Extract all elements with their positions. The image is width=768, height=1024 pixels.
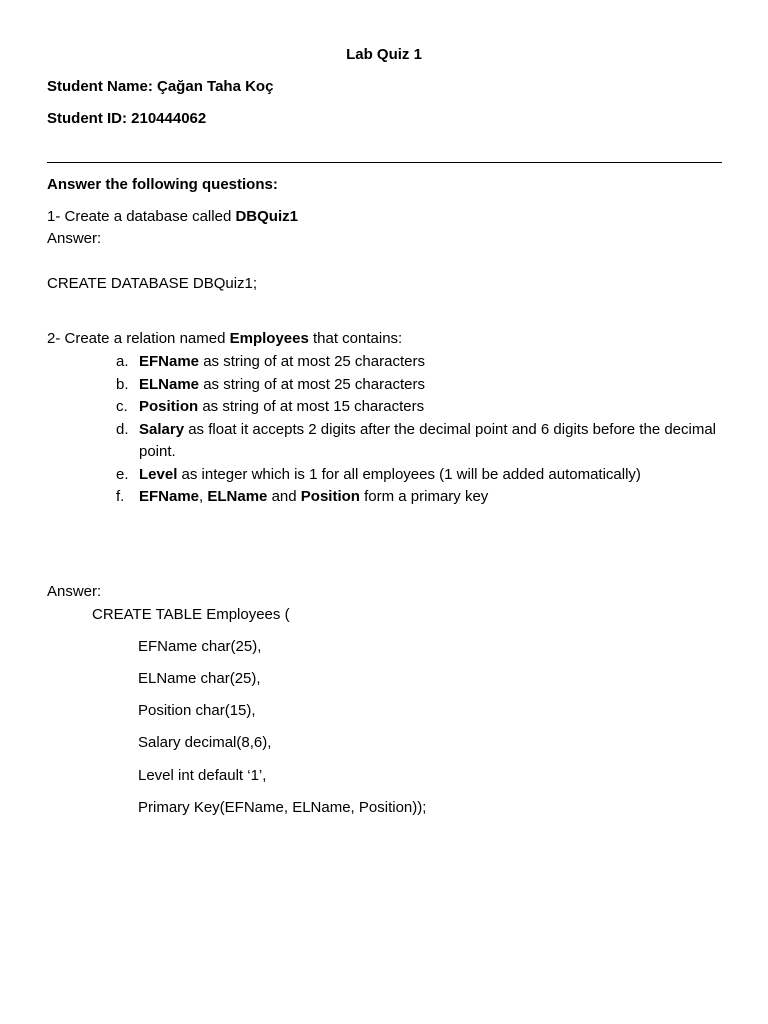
answer-1-code: CREATE DATABASE DBQuiz1; xyxy=(47,275,258,292)
page-title: Lab Quiz 1 xyxy=(346,46,422,63)
list-marker: c. xyxy=(116,398,128,415)
question-1-prefix: 1- Create a database called xyxy=(47,208,236,225)
list-item xyxy=(0,396,729,419)
code-line: Primary Key(EFName, ELName, Position)); xyxy=(138,799,427,816)
code-line: Level int default ‘1’, xyxy=(138,767,267,784)
code-line: EFName char(25), xyxy=(138,638,262,655)
field-name: ELName xyxy=(139,375,200,393)
field-description: as integer which is 1 for all employees (1 will be added automatically) xyxy=(177,465,641,483)
list-marker: a. xyxy=(116,353,129,370)
field-name: ELName xyxy=(207,488,268,505)
field-name: EFName xyxy=(139,353,200,370)
field-description: as string of at most 25 characters xyxy=(199,375,425,393)
field-name: Level xyxy=(139,465,178,483)
list-item xyxy=(0,419,729,464)
list-item xyxy=(0,374,729,397)
field-description: as float it accepts 2 digits after the decimal point and 6 digits before the decimal point. xyxy=(139,420,717,460)
list-marker: f. xyxy=(116,488,125,505)
field-name: Position xyxy=(300,488,360,505)
field-description: form a primary key xyxy=(359,488,489,505)
field-name: Salary xyxy=(139,420,185,438)
instructions-heading: Answer the following questions: xyxy=(47,176,278,193)
list-marker: b. xyxy=(116,375,129,393)
field-name: EFName xyxy=(139,488,200,505)
list-item xyxy=(0,486,729,509)
code-line: Salary decimal(8,6), xyxy=(138,734,272,751)
list-marker: e. xyxy=(116,465,129,483)
horizontal-divider xyxy=(47,162,722,163)
field-name: Position xyxy=(139,398,199,415)
question-2-suffix: that contains: xyxy=(308,330,403,347)
student-id: Student ID: 210444062 xyxy=(47,110,207,127)
code-line: ELName char(25), xyxy=(138,670,261,687)
answer-2-label: Answer: xyxy=(47,583,102,600)
answer-1-label: Answer: xyxy=(47,230,102,247)
requirements-list xyxy=(0,351,768,509)
question-1 xyxy=(47,207,298,227)
question-2-relation-name: Employees xyxy=(229,330,309,347)
code-line: CREATE TABLE Employees ( xyxy=(92,606,290,623)
question-2 xyxy=(47,329,402,349)
field-description: as string of at most 25 characters xyxy=(199,353,425,370)
list-item xyxy=(0,351,729,374)
list-marker: d. xyxy=(116,420,129,438)
separator: , xyxy=(199,488,208,505)
field-description: as string of at most 15 characters xyxy=(198,398,425,415)
separator: and xyxy=(267,488,301,505)
question-2-prefix: 2- Create a relation named xyxy=(47,330,230,347)
code-line: Position char(15), xyxy=(138,702,256,719)
list-item xyxy=(0,464,729,487)
question-1-db-name: DBQuiz1 xyxy=(235,208,298,225)
student-name: Student Name: Çağan Taha Koç xyxy=(47,78,274,95)
